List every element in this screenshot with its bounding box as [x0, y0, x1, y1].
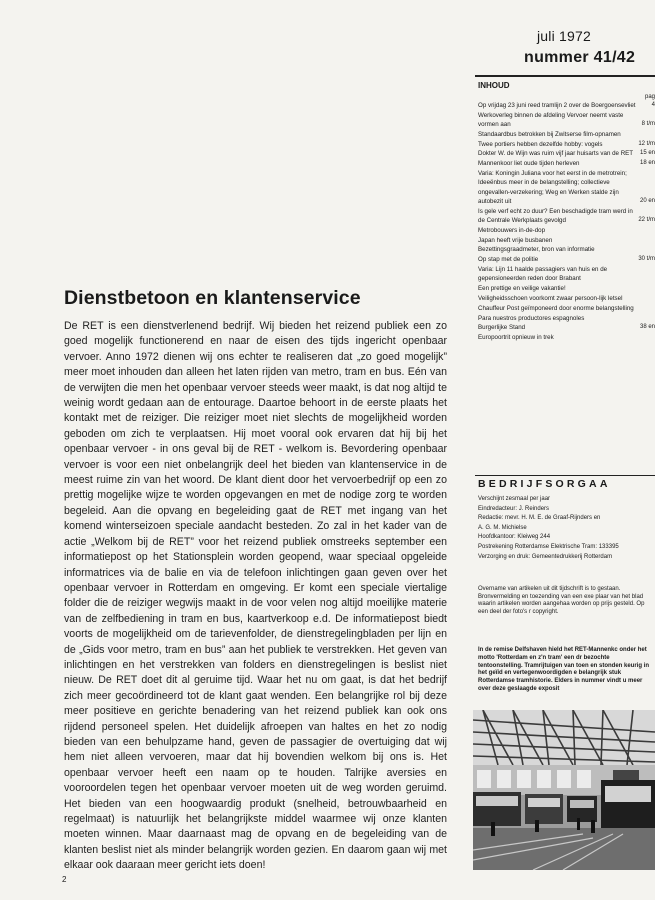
- issue-date: juli 1972: [537, 28, 591, 44]
- toc-item-title: Burgerlijke Stand: [478, 324, 526, 332]
- toc-item-page: 4: [651, 102, 655, 108]
- toc-item: [478, 304, 655, 313]
- colophon-line: Verschijnt zesmaal per jaar: [478, 496, 551, 502]
- toc-item: [478, 236, 655, 245]
- toc-item-title: Japan heeft vrije busbanen: [478, 236, 553, 244]
- toc-item: [478, 159, 655, 168]
- toc-item: [478, 149, 655, 158]
- header-rule: [475, 75, 655, 77]
- toc-item-title: Werkoverleg binnen de afdeling Vervoer neemt vaste vormen aan: [478, 111, 624, 129]
- colophon-line: Redactie: mevr. H. M. E. de Graaf-Rijnders en: [478, 515, 601, 522]
- colophon-line: Postrekening Rotterdamse Elektrische Tram: 133395: [478, 543, 619, 550]
- toc-item-page: 22 t/m: [638, 217, 655, 224]
- toc-item-title: Chauffeur Post geïmponeerd door enorme belangstelling: [478, 304, 634, 312]
- colophon: [478, 495, 655, 562]
- toc-item: [478, 245, 655, 254]
- toc-item-title: Metrobouwers in-de-dop: [478, 226, 546, 234]
- toc-item-title: Een prettige en veilige vakantie!: [478, 285, 566, 293]
- toc-item: [478, 169, 655, 206]
- toc-item-title: Op stap met de politie: [478, 256, 539, 264]
- toc-item: [478, 207, 655, 226]
- toc-item: [478, 314, 655, 323]
- article-headline: Dienstbetoon en klantenservice: [64, 287, 361, 309]
- toc-item-title: Para nuestros productores espagnoles: [478, 314, 585, 322]
- toc-item: [478, 265, 655, 284]
- toc-item: [478, 284, 655, 293]
- toc-item: [478, 101, 655, 110]
- toc-page-label: pag: [645, 94, 655, 100]
- toc-item-title: Europoortrit opnieuw in trek: [478, 334, 554, 342]
- toc-item-title: Is gele verf echt zo duur? Een beschadigde tram werd in de Centrale Werkplaats gevolgd: [478, 207, 633, 225]
- table-of-contents: [478, 101, 655, 343]
- toc-item-title: Veiligheidsschoen voorkomt zwaar persoon-lijk letsel: [478, 294, 623, 302]
- page-number: 2: [62, 875, 67, 884]
- toc-item-title: Dokter W. de Wijn was ruim vijf jaar huisarts van de RET: [478, 150, 634, 158]
- toc-item-page: 30 t/m: [638, 256, 655, 263]
- colophon-line: Hoofdkantoor: Kleiweg 244: [478, 534, 551, 541]
- toc-item: [478, 294, 655, 303]
- toc-item: [478, 226, 655, 235]
- toc-item-title: Twee portiers hebben dezelfde hobby: vogels: [478, 140, 603, 148]
- toc-item: [478, 140, 655, 149]
- toc-item: [478, 323, 655, 332]
- copyright-notice: Overname van artikelen uit dit tijdschrift is to gestaan. Bronvermelding en toezending van een exe plaar van het blad waarin artikelen worden aangehaa worden op prijs gesteld. Op een deel der foto's r copyright.: [478, 586, 645, 615]
- toc-item-title: Varia: Lijn 11 haalde passagiers van huis en de gepensioneerden reden door Brabant: [478, 266, 608, 283]
- toc-item-page: 38 en: [639, 324, 655, 331]
- toc-item-page: 18 en: [639, 160, 655, 167]
- toc-heading: INHOUD: [478, 81, 510, 90]
- photo-caption: In de remise Delfshaven hield het RET-Mannenkc onder het motto 'Rotterdam en z'n tram' een dr bezochte tentoonstelling. Tramrijtuigen van toen en stonden keurig in het geïid en vertegenwoordigden e belangrijk stuk Rotterdamse tramhistorie. Elders in nummer vindt u meer over deze geslaagde exposit: [478, 647, 650, 692]
- toc-item-page: 15 en: [639, 150, 655, 157]
- colophon-line: Verzorging en druk: Gemeentedrukkerij Rotterdam: [478, 553, 613, 560]
- toc-item-page: 12 t/m: [638, 140, 655, 147]
- toc-item-title: Bezettingsgraadmeter, bron van informatie: [478, 246, 595, 254]
- toc-item: [478, 333, 655, 342]
- toc-item-title: Varia: Koningin Juliana voor het eerst in de metrotrein; Ideeënbus meer in de belangstelling; collectieve ongevallen-verzekering; Weg en Werken stalde zijn autobezit uit: [478, 170, 627, 205]
- organ-rule: [475, 475, 655, 476]
- toc-item-title: Mannenkoor liet oude tijden herleven: [478, 160, 580, 168]
- toc-item: [478, 130, 655, 139]
- toc-item-page: 20 en: [639, 197, 655, 204]
- colophon-line: A. G. M. Michielse: [478, 524, 527, 531]
- article-body: De RET is een dienstverlenend bedrijf. Wij bieden het reizend publiek een zo goed mogelijk functionerend en naar de eisen des tijds ingericht openbaar vervoer. Anno 1972 dienen wij ons echter te realiseren dat „zo goed mogelijk” meer moet inhouden dan alleen het laten rijden van metro, tram en bus. Eén van de verwijten die men het openbaar vervoer steeds weer maakt, is dat nog altijd te weinig wordt gedaan aan de entourage. Daartoe behoort in de eerste plaats het kontakt met de reiziger. Die reiziger moet niet slechts de mogelijkheid worden geboden om zich te verplaatsen. Hij moet vooral ook ervaren dat hij bij het openbaar vervoer - in ons geval bij de RET - welkom is. Bevordering openbaar vervoer is voor een niet onbelangrijk deel het bieden van klantenservice in de meest ruime zin van het woord. De klant dient door het vervoerbedrijf op een zo prettig mogelijke wijze te worden opgevangen en met de nodige zorg te worden begeleid. Aan die opvang en begeleiding gaat de RET met ingang van het komend winterseizoen speciale aandacht besteden. Zo zal in het kader van de actie „Welkom bij de RET” voor het reizend publiek omstreeks september een informatiepost op het Stationsplein worden geopend, waar speciaal opgeleide informatrices via de balie en via de telefoon inlichtingen gaan geven over het openbaar vervoer in Rotterdam en omgeving. Er komt een speciale viertalige folder die de reiziger wegwijs maakt in de voor velen nog altijd moeilijke materie van de zelfbediening in tram en bus, kaartverkoop e.d. De informatiepost biedt voorts de mogelijkheid om de tarievenfolder, de dienstregelingbladen per lijn en de „Gids voor metro, tram en bus” aan het publiek te verstrekken. Het geven van inlichtingen en het verstrekken van folders en dienstregelingen is beslist niet nieuw. De RET doet dit al geruime tijd. Waar het nu om gaat, is dat het bedrijf zich meer gecoördineerd tot de klant gaat wenden. Een belangrijke rol bij deze meer positieve en gerichte benadering van het reizend publiek kan ook ons rijdend personeel spelen. Het duidelijk afroepen van haltes en het zo nodig bieden van een behulpzame hand, geven de passagier de overtuiging dat wij hem niet alleen vervoeren, maar dat hij bovendien welkom bij ons is. Het openbaar vervoer heeft een naam op te houden. Talrijke aversies en vooroordelen tegen het openbaar vervoer moeten uit de weg worden geruimd. Het bieden van een hoogwaardig produkt (snelheid, betrouwbaarheid en regelmaat) is natuurlijk het belangrijkste middel waarmee wij onze klanten moeten winnen. Maar daarnaast mag de opvang en de begeleiding van de klanten beslist niet als minder belangrijk worden gezien. En daarom gaan wij met elkaar ook daaraan meer gericht iets doen!: [64, 320, 447, 872]
- toc-item-page: 8 t/m: [641, 121, 655, 128]
- issue-number: nummer 41/42: [524, 49, 636, 66]
- colophon-line: Eindredacteur: J. Reinders: [478, 505, 550, 512]
- toc-item-title: Standaardbus betrokken bij Zwitserse film-opnamen: [478, 130, 621, 138]
- tram-depot-photo: [473, 710, 655, 870]
- organ-title: BEDRIJFSORGAA: [478, 478, 611, 490]
- toc-item: [478, 255, 655, 264]
- toc-item-title: Op vrijdag 23 juni reed tramlijn 2 over de Boergoensevliet: [478, 102, 636, 109]
- toc-item: [478, 111, 655, 130]
